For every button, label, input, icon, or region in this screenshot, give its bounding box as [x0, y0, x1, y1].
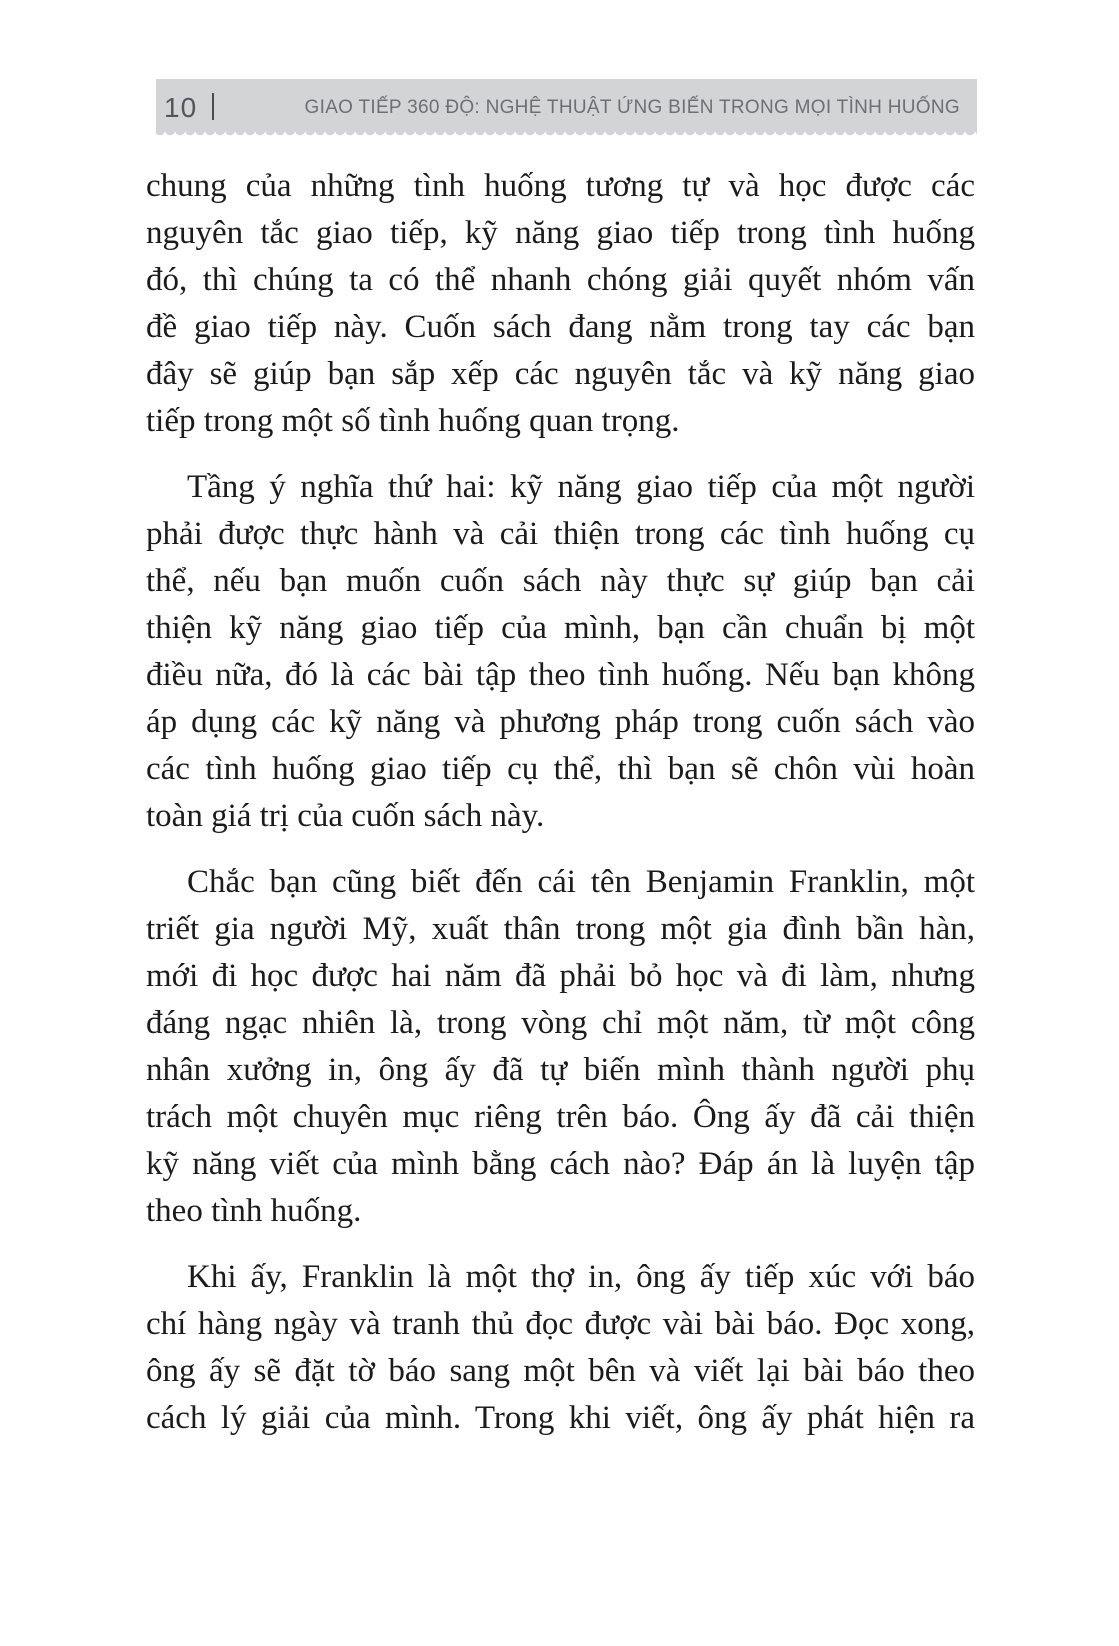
text-line: áp dụng các kỹ năng và phương pháp trong cuốn sách vào — [146, 704, 975, 740]
header-perforated-edge — [156, 132, 977, 139]
text-line: triết gia người Mỹ, xuất thân trong một gia đình bần hàn, — [146, 911, 975, 947]
text-line: chung của những tình huống tương tự và học được các — [146, 168, 975, 204]
text-line: nguyên tắc giao tiếp, kỹ năng giao tiếp trong tình huống — [146, 215, 975, 251]
text-line: thiện kỹ năng giao tiếp của mình, bạn cần chuẩn bị một — [146, 610, 975, 646]
text-line: đáng ngạc nhiên là, trong vòng chỉ một năm, từ một công — [146, 1005, 975, 1041]
text-line: nhân xưởng in, ông ấy đã tự biến mình thành người phụ — [146, 1052, 975, 1088]
text-line: Tầng ý nghĩa thứ hai: kỹ năng giao tiếp của một người — [187, 469, 975, 505]
text-line: chí hàng ngày và tranh thủ đọc được vài bài báo. Đọc xong, — [146, 1306, 975, 1342]
text-line: phải được thực hành và cải thiện trong các tình huống cụ — [146, 516, 975, 552]
text-line: thể, nếu bạn muốn cuốn sách này thực sự giúp bạn cải — [146, 563, 975, 599]
text-line: Khi ấy, Franklin là một thợ in, ông ấy tiếp xúc với báo — [187, 1259, 975, 1295]
text-line: đó, thì chúng ta có thể nhanh chóng giải quyết nhóm vấn — [146, 262, 975, 298]
text-line: cách lý giải của mình. Trong khi viết, ông ấy phát hiện ra — [146, 1400, 975, 1436]
text-line: tiếp trong một số tình huống quan trọng. — [146, 403, 680, 439]
paragraph — [146, 1254, 975, 1442]
text-line: theo tình huống. — [146, 1193, 362, 1229]
paragraph — [146, 163, 975, 445]
paragraph — [146, 859, 975, 1235]
text-line: kỹ năng viết của mình bằng cách nào? Đáp án là luyện tập — [146, 1146, 975, 1182]
text-line: đề giao tiếp này. Cuốn sách đang nằm trong tay các bạn — [146, 309, 975, 345]
page-number: 10 — [164, 91, 198, 123]
text-line: đây sẽ giúp bạn sắp xếp các nguyên tắc và kỹ năng giao — [146, 356, 975, 392]
text-line: trách một chuyên mục riêng trên báo. Ông ấy đã cải thiện — [146, 1099, 975, 1135]
text-line: toàn giá trị của cuốn sách này. — [146, 798, 545, 834]
text-line: điều nữa, đó là các bài tập theo tình huống. Nếu bạn không — [146, 657, 975, 693]
header-separator-line — [212, 93, 214, 120]
text-line: Chắc bạn cũng biết đến cái tên Benjamin Franklin, một — [187, 864, 975, 900]
text-line: mới đi học được hai năm đã phải bỏ học và đi làm, nhưng — [146, 958, 975, 994]
text-line: ông ấy sẽ đặt tờ báo sang một bên và viết lại bài báo theo — [146, 1353, 975, 1389]
text-line: các tình huống giao tiếp cụ thể, thì bạn sẽ chôn vùi hoàn — [146, 751, 975, 787]
paragraph — [146, 464, 975, 840]
running-title: GIAO TIẾP 360 ĐỘ: NGHỆ THUẬT ỨNG BIẾN TRONG MỌI TÌNH HUỐNG — [304, 96, 960, 118]
running-header-bar — [156, 79, 977, 132]
page-body — [146, 163, 975, 1442]
